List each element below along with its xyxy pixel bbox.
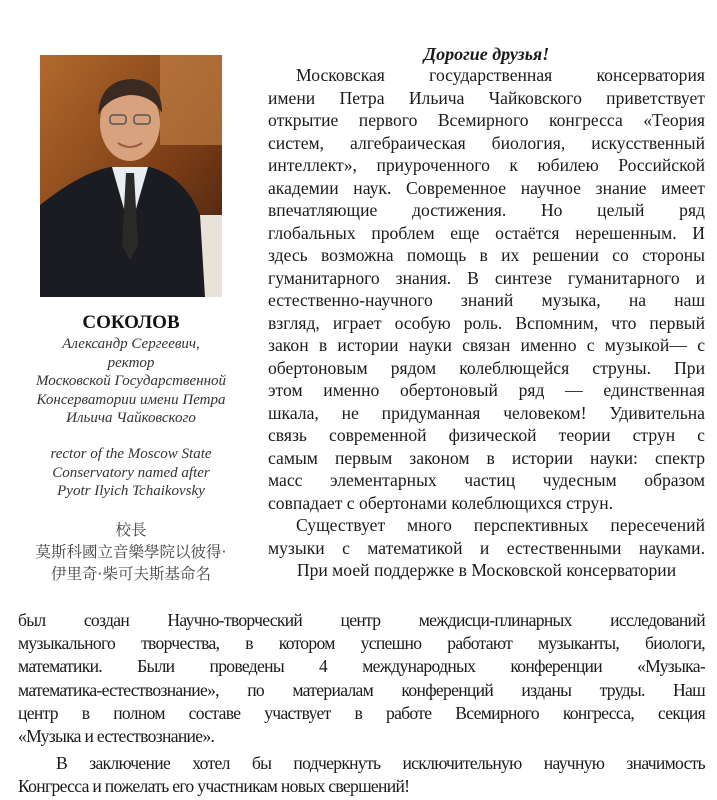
paragraph-line: шкала, не придуманная человеком! Удивительна [268,402,705,423]
paragraph-line: центр в полном составе участвует в работе Всемирного конгресса, секция [18,702,705,723]
caption-line: 伊里奇·柴可夫斯基命名 [51,565,211,583]
paragraph-line: академии наук. Современное научное знание имеет [268,177,705,198]
paragraph-line: музыки с математикой и естественными науками. [268,537,705,558]
paragraph-line: имени Петра Ильича Чайковского приветствует [268,87,705,108]
paragraph-line: музыкального творчества, в котором успешно работают музыканты, биологи, [18,633,705,654]
caption-line: rector of the Moscow State [50,446,212,462]
person-title-russian [0,335,262,428]
paragraph-line: совпадает с обертонами колеблющихся струн. [268,492,614,513]
caption-line: 校長 [115,521,147,539]
paragraph-line: масс элементарных частиц чудесным образом [268,470,705,490]
caption-line: ректор [107,354,155,371]
caption-line: Ильича Чайковского [66,410,196,426]
person-title-chinese [0,519,262,585]
paragraph-line: самым первым законом в истории науки: спектр [268,447,705,468]
paragraph-line: закон в истории науки связан именно с музыкой— с [268,335,705,355]
paragraph-line: математика-естествознание», по материалам конференций изданы труды. Наш [18,679,705,700]
caption-line: Conservatory named after [52,464,210,481]
paragraph-line: был создан Научно-творческий центр междисци-плинарных исследований [18,610,705,630]
paragraph-line: обертоновым рядом колеблющейся струны. При [268,357,705,378]
paragraph-line: связь современной физической теории струн с [268,425,705,445]
caption-line: Pyotr Ilyich Tchaikovsky [57,483,205,499]
letter-greeting: Дорогие друзья! [423,44,550,64]
paragraph-line: этом именно обертоновый ряд — единственная [268,380,705,400]
paragraph-line: Конгресса и пожелать его участникам новых свершений! [18,776,410,797]
paragraph-line: глобальных проблем еще остаётся нерешенным. И [268,222,705,243]
paragraph-line: здесь возможна помощь в их решении со стороны [268,245,705,265]
paragraph-line: интеллект», приуроченного к юбилею Российской [268,155,705,175]
paragraph-line: гуманитарного знания. В синтезе гуманитарного и [268,267,705,288]
person-surname: СОКОЛОВ [82,312,180,333]
paragraph-line: Московская государственная консерватория [296,65,705,85]
paragraph-line: естественно-научного знаний музыка, на наш [268,290,705,310]
caption-line: 莫斯科國立音樂學院以彼得· [35,543,227,561]
paragraph-line: В заключение хотел бы подчеркнуть исключительную научную значимость [56,753,705,774]
paragraph-line: При моей поддержке в Московской консерватории [296,560,677,580]
caption-line: Консерватории имени Петра [36,391,226,408]
caption-line: Александр Сергеевич, [62,336,200,352]
paragraph-line: открытие первого Всемирного конгресса «Теория [268,110,705,130]
paragraph-line: «Музыка и естествознание». [18,726,215,746]
paragraph-line: впечатляющие достижения. Но целый ряд [268,200,705,220]
person-title-english [0,445,262,501]
rector-portrait-photo [40,55,222,297]
paragraph-line: взгляд, играет особую роль. Вспомним, что первый [268,312,705,333]
paragraph-line: математики. Были проведены 4 международных конференции «Музыка- [18,656,705,677]
paragraph-line: систем, алгебраическая биология, искусственный [268,132,705,153]
paragraph-line: Существует много перспективных пересечений [296,515,705,535]
caption-line: Московской Государственной [35,373,227,389]
